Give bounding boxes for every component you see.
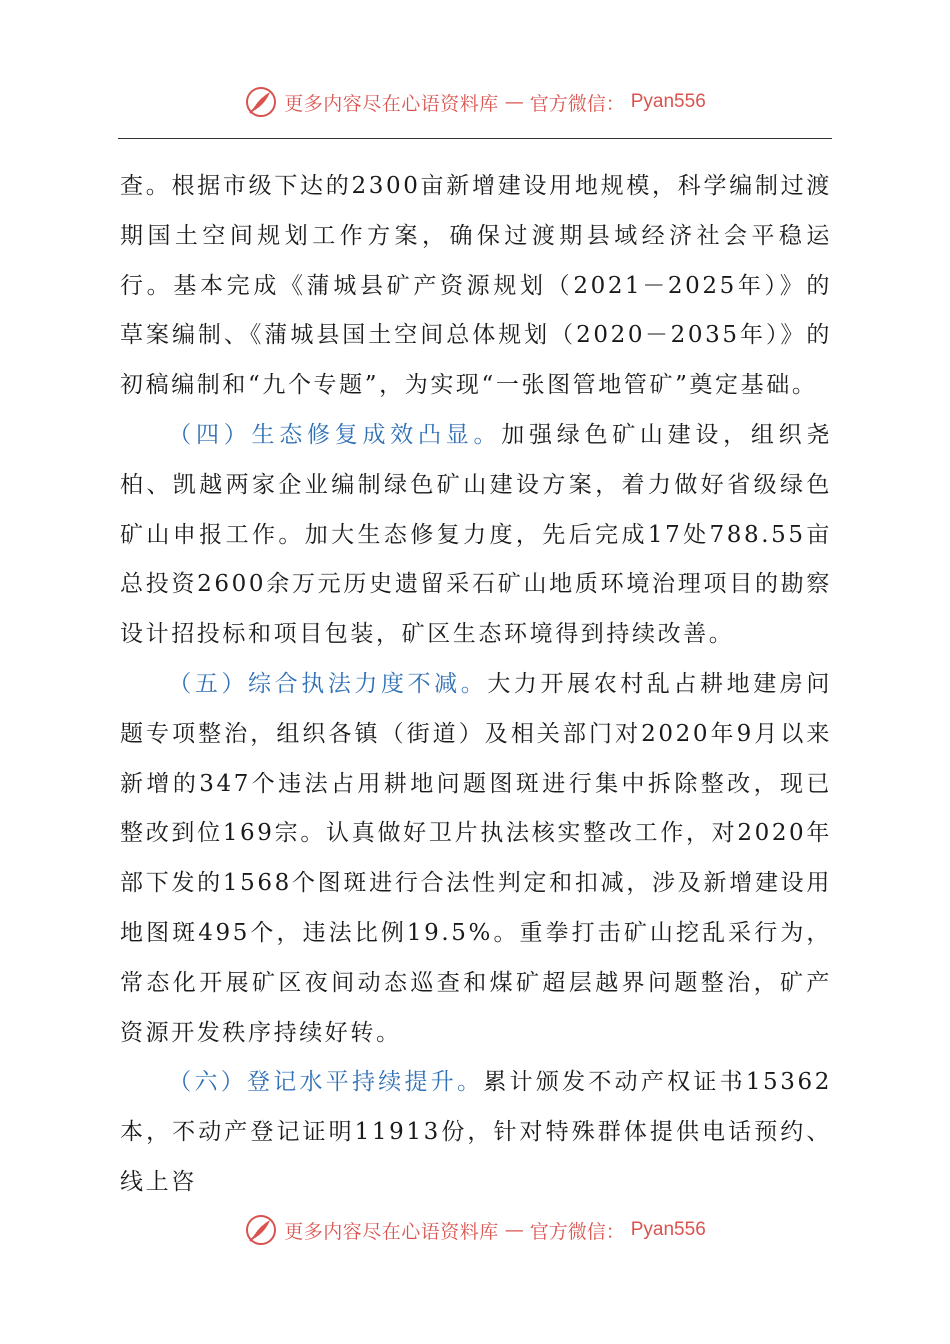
watermark-separator: — — [504, 1219, 524, 1241]
watermark-wechat-id: Pyan556 — [630, 1219, 706, 1240]
paragraph-4 — [120, 1058, 832, 1207]
paragraph-heading: （六）登记水平持续提升。 — [168, 1069, 484, 1096]
paragraph-text: 加强绿色矿山建设，组织尧柏、凯越两家企业编制绿色矿山建设方案，着力做好省级绿色矿山申报工作。加大生态修复力度，先后完成17处788.55亩总投资2600余万元历史遗留采石矿山地质环境治理项目的勘察设计招投标和项目包装，矿区生态环境得到持续改善。 — [120, 421, 832, 648]
watermark-footer — [0, 1210, 950, 1250]
quill-logo-icon — [244, 1213, 278, 1247]
paragraph-3 — [120, 660, 832, 1058]
header-divider — [118, 138, 832, 139]
paragraph-text: 大力开展农村乱占耕地建房问题专项整治，组织各镇（街道）及相关部门对2020年9月以来新增的347个违法占用耕地问题图斑进行集中拆除整改，现已整改到位169宗。认真做好卫片执法核实整改工作，对2020年部下发的1568个图斑进行合法性判定和扣减，涉及新增建设用地图斑495个，违法比例19.5%。重拳打击矿山挖乱采行为，常态化开展矿区夜间动态巡查和煤矿超层越界问题整治，矿产资源开发秩序持续好转。 — [120, 670, 832, 1046]
watermark-header — [0, 82, 950, 122]
watermark-title: 更多内容尽在心语资料库 — [284, 1220, 499, 1243]
paragraph-heading: （四）生态修复成效凸显。 — [168, 421, 502, 448]
watermark-wechat-label: 官方微信： — [529, 1220, 625, 1243]
paragraph-heading: （五）综合执法力度不减。 — [168, 670, 488, 697]
quill-logo-icon — [244, 85, 278, 119]
document-body — [120, 162, 832, 1208]
paragraph-2 — [120, 411, 832, 660]
paragraph-text: 累计颁发不动产权证书15362本，不动产登记证明11913份，针对特殊群体提供电话预约、线上咨 — [120, 1069, 832, 1195]
paragraph-text: 查。根据市级下达的2300亩新增建设用地规模，科学编制过渡期国土空间规划工作方案，确保过渡期县域经济社会平稳运行。基本完成《蒲城县矿产资源规划（2021－2025年）》的草案编制、《蒲城县国土空间总体规划（2020－2035年）》的初稿编制和“九个专题”，为实现“一张图管地管矿”奠定基础。 — [120, 173, 832, 399]
watermark-separator: — — [504, 91, 524, 113]
watermark-wechat-id: Pyan556 — [630, 91, 706, 112]
paragraph-1 — [120, 162, 832, 411]
watermark-wechat-label: 官方微信： — [529, 92, 625, 115]
watermark-title: 更多内容尽在心语资料库 — [284, 92, 499, 115]
